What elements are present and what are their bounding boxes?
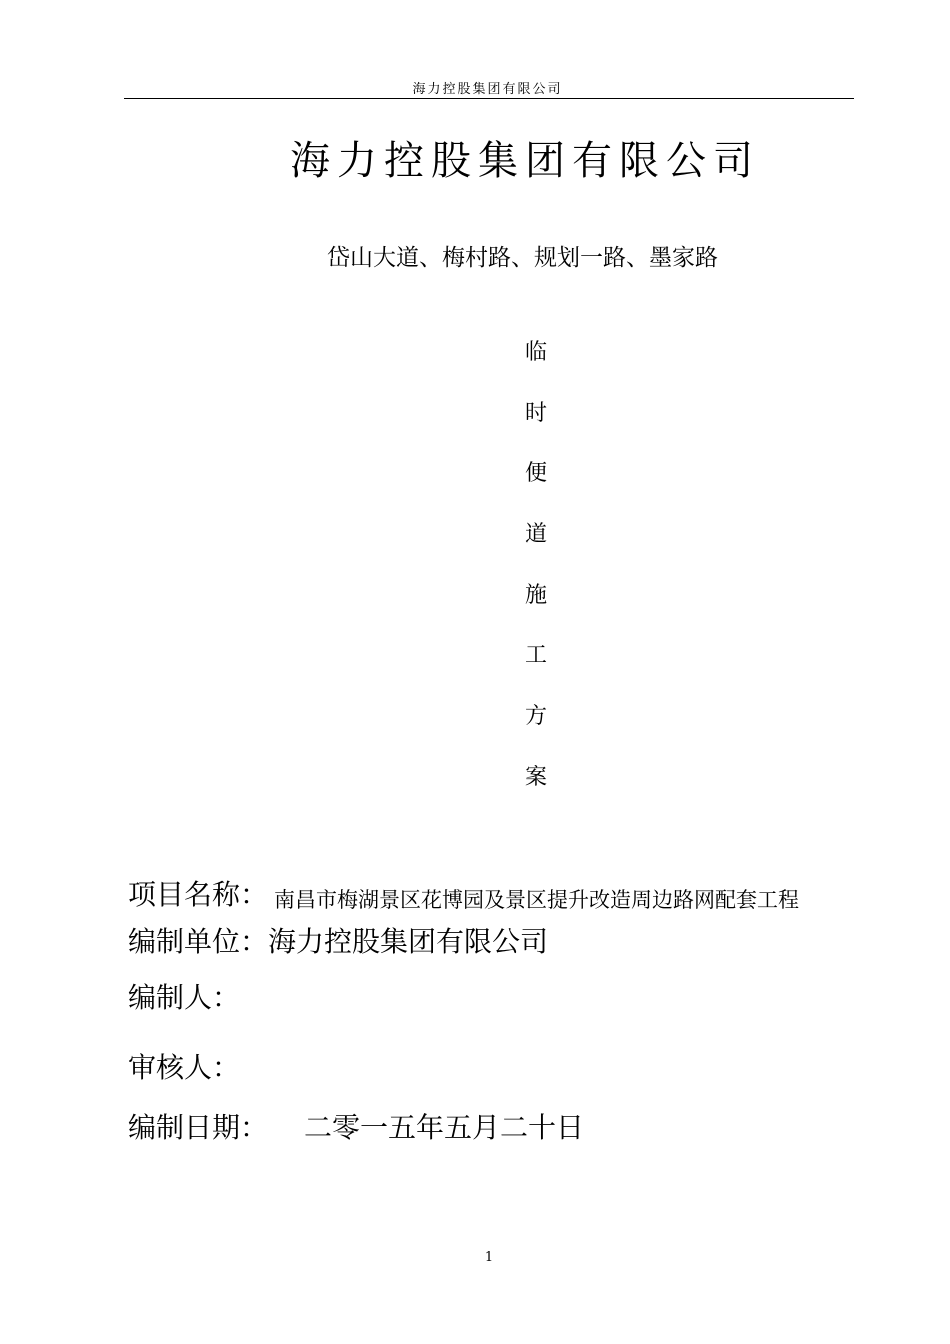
title-char: 工 bbox=[524, 643, 547, 669]
title-char: 方 bbox=[524, 704, 547, 730]
date-label: 编制日期： bbox=[128, 1111, 269, 1144]
author-line bbox=[128, 980, 240, 1016]
page-number: 1 bbox=[484, 1250, 494, 1265]
roads-subtitle: 岱山大道、梅村路、规划一路、墨家路 bbox=[327, 245, 718, 271]
unit-label: 编制单位： bbox=[128, 925, 269, 958]
title-char: 临 bbox=[524, 340, 547, 365]
title-char: 施 bbox=[524, 582, 547, 608]
page-header: 海力控股集团有限公司 bbox=[412, 82, 563, 97]
title-char: 道 bbox=[524, 522, 547, 548]
author-label: 编制人： bbox=[128, 981, 241, 1014]
title-char: 案 bbox=[524, 764, 547, 790]
project-name-label: 项目名称： bbox=[128, 878, 269, 911]
reviewer-line bbox=[128, 1050, 240, 1086]
date-line bbox=[128, 1110, 584, 1146]
vertical-document-title bbox=[516, 335, 556, 821]
company-title: 海力控股集团有限公司 bbox=[290, 138, 760, 184]
title-char: 便 bbox=[524, 461, 547, 487]
title-char: 时 bbox=[524, 400, 547, 426]
header-rule bbox=[124, 98, 854, 99]
unit-line bbox=[128, 924, 548, 960]
date-value: 二零一五年五月二十日 bbox=[304, 1111, 585, 1144]
unit-value: 海力控股集团有限公司 bbox=[268, 925, 549, 958]
project-name-value: 南昌市梅湖景区花博园及景区提升改造周边路网配套工程 bbox=[274, 888, 800, 912]
reviewer-label: 审核人： bbox=[128, 1051, 241, 1084]
project-name-line bbox=[128, 877, 799, 915]
